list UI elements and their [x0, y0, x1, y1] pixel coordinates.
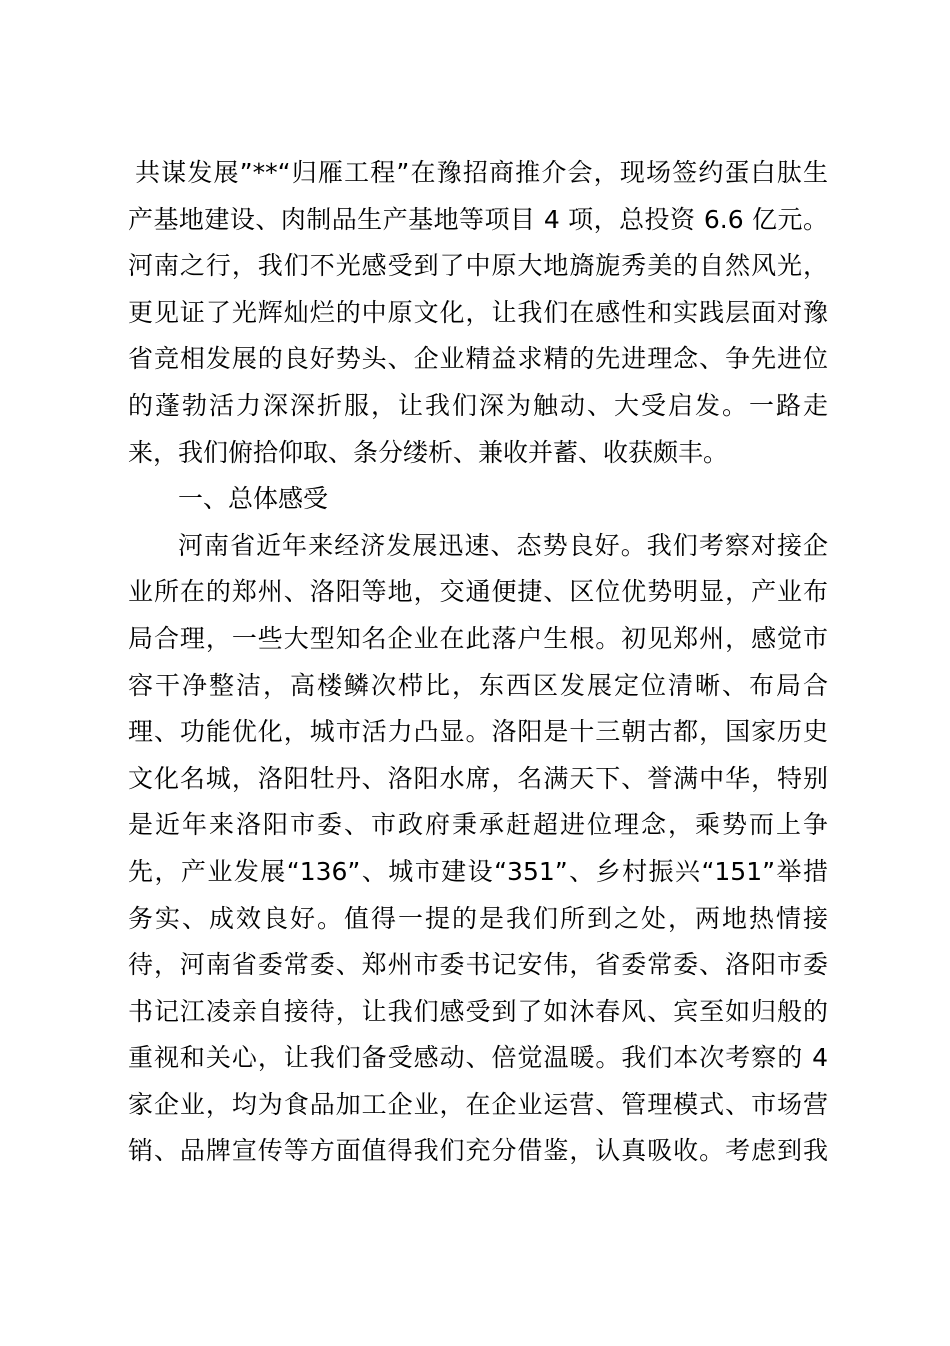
text-line: 待，河南省委常委、郑州市委书记安伟，省委常委、洛阳市委	[128, 950, 828, 980]
text-line: 理、功能优化，城市活力凸显。洛阳是十三朝古都，国家历史	[128, 717, 828, 747]
text-line: 产基地建设、肉制品生产基地等项目 4 项，总投资 6.6 亿元。	[128, 204, 828, 234]
text-line: 容干净整洁，高楼鳞次栉比，东西区发展定位清晰、布局合	[128, 670, 828, 700]
text-line: 重视和关心，让我们备受感动、倍觉温暖。我们本次考察的 4	[128, 1043, 828, 1073]
paragraph-intro	[128, 150, 828, 476]
text-line: 业所在的郑州、洛阳等地，交通便捷、区位优势明显，产业布	[128, 577, 828, 607]
text-line: 的蓬勃活力深深折服，让我们深为触动、大受启发。一路走	[128, 390, 828, 420]
text-line: 共谋发展”**“归雁工程”在豫招商推介会，现场签约蛋白肽生	[135, 158, 828, 187]
text-line: 家企业，均为食品加工企业，在企业运营、管理模式、市场营	[128, 1089, 828, 1119]
text-line: 先，产业发展“136”、城市建设“351”、乡村振兴“151”举措	[128, 856, 828, 886]
text-line: 河南之行，我们不光感受到了中原大地旖旎秀美的自然风光，	[128, 251, 828, 281]
paragraph-overall	[128, 523, 828, 1175]
text-line: 更见证了光辉灿烂的中原文化，让我们在感性和实践层面对豫	[128, 297, 828, 327]
text-line: 省竞相发展的良好势头、企业精益求精的先进理念、争先进位	[128, 344, 828, 374]
text-line: 来，我们俯拾仰取、条分缕析、兼收并蓄、收获颇丰。	[128, 437, 729, 467]
text-line: 文化名城，洛阳牡丹、洛阳水席，名满天下、誉满中华，特别	[128, 763, 828, 793]
text-line: 是近年来洛阳市委、市政府秉承赶超进位理念，乘势而上争	[128, 810, 828, 840]
text-line: 局合理，一些大型知名企业在此落户生根。初见郑州，感觉市	[128, 623, 828, 653]
text-line: 书记江凌亲自接待，让我们感受到了如沐春风、宾至如归般的	[128, 996, 828, 1026]
section-heading: 一、总体感受	[178, 484, 329, 514]
document-body	[128, 150, 828, 1175]
text-line: 河南省近年来经济发展迅速、态势良好。我们考察对接企	[178, 530, 828, 560]
text-line: 销、品牌宣传等方面值得我们充分借鉴，认真吸收。考虑到我	[128, 1136, 828, 1166]
text-line: 务实、成效良好。值得一提的是我们所到之处，两地热情接	[128, 903, 828, 933]
